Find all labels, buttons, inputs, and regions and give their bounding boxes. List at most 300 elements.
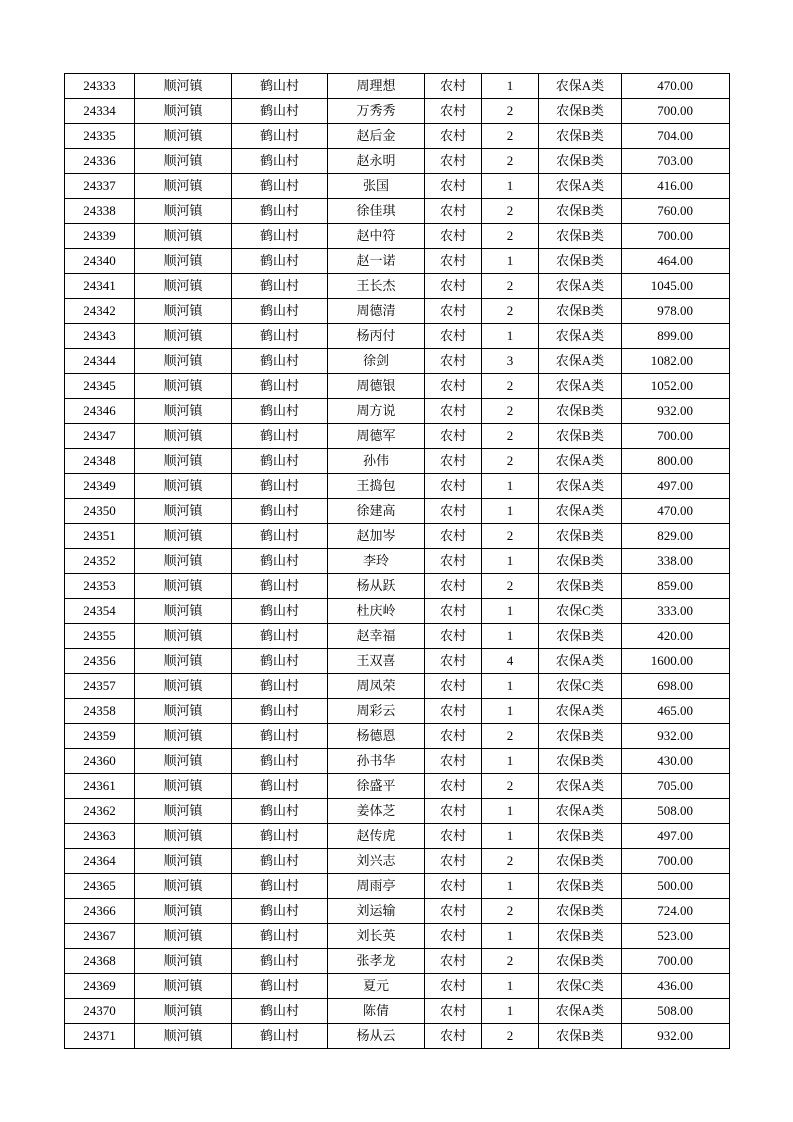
cell-village: 鹤山村 — [232, 249, 328, 274]
cell-name: 赵传虎 — [328, 824, 425, 849]
cell-category: 农村 — [425, 149, 482, 174]
table-row — [65, 174, 730, 199]
cell-seq: 24359 — [65, 724, 135, 749]
cell-amount: 932.00 — [622, 399, 730, 424]
cell-seq: 24351 — [65, 524, 135, 549]
cell-name: 周德军 — [328, 424, 425, 449]
cell-seq: 24344 — [65, 349, 135, 374]
cell-village: 鹤山村 — [232, 549, 328, 574]
cell-town: 顺河镇 — [135, 324, 232, 349]
cell-seq: 24360 — [65, 749, 135, 774]
cell-count: 2 — [482, 449, 539, 474]
cell-category: 农村 — [425, 849, 482, 874]
cell-category: 农村 — [425, 1024, 482, 1049]
cell-town: 顺河镇 — [135, 249, 232, 274]
table-row — [65, 774, 730, 799]
cell-seq: 24354 — [65, 599, 135, 624]
cell-category: 农村 — [425, 374, 482, 399]
cell-amount: 420.00 — [622, 624, 730, 649]
cell-amount: 465.00 — [622, 699, 730, 724]
cell-count: 2 — [482, 99, 539, 124]
cell-count: 2 — [482, 424, 539, 449]
cell-town: 顺河镇 — [135, 724, 232, 749]
table-row — [65, 699, 730, 724]
cell-count: 2 — [482, 574, 539, 599]
cell-seq: 24362 — [65, 799, 135, 824]
cell-count: 2 — [482, 1024, 539, 1049]
cell-amount: 698.00 — [622, 674, 730, 699]
cell-category: 农村 — [425, 924, 482, 949]
cell-village: 鹤山村 — [232, 224, 328, 249]
cell-count: 2 — [482, 849, 539, 874]
table-row — [65, 199, 730, 224]
table-row — [65, 299, 730, 324]
cell-amount: 700.00 — [622, 949, 730, 974]
cell-category: 农村 — [425, 799, 482, 824]
cell-town: 顺河镇 — [135, 424, 232, 449]
cell-seq: 24349 — [65, 474, 135, 499]
cell-name: 张孝龙 — [328, 949, 425, 974]
cell-village: 鹤山村 — [232, 674, 328, 699]
cell-name: 杨从跃 — [328, 574, 425, 599]
cell-name: 徐佳琪 — [328, 199, 425, 224]
cell-town: 顺河镇 — [135, 674, 232, 699]
cell-count: 2 — [482, 774, 539, 799]
cell-amount: 705.00 — [622, 774, 730, 799]
cell-village: 鹤山村 — [232, 924, 328, 949]
cell-amount: 1052.00 — [622, 374, 730, 399]
cell-name: 赵一诺 — [328, 249, 425, 274]
cell-insurance-class: 农保B类 — [539, 549, 622, 574]
cell-amount: 700.00 — [622, 424, 730, 449]
table-row — [65, 749, 730, 774]
cell-insurance-class: 农保B类 — [539, 824, 622, 849]
cell-town: 顺河镇 — [135, 824, 232, 849]
cell-category: 农村 — [425, 674, 482, 699]
cell-village: 鹤山村 — [232, 474, 328, 499]
cell-name: 徐剑 — [328, 349, 425, 374]
cell-name: 王捣包 — [328, 474, 425, 499]
cell-amount: 464.00 — [622, 249, 730, 274]
cell-village: 鹤山村 — [232, 424, 328, 449]
cell-insurance-class: 农保A类 — [539, 774, 622, 799]
cell-name: 徐盛平 — [328, 774, 425, 799]
cell-count: 1 — [482, 74, 539, 99]
cell-village: 鹤山村 — [232, 199, 328, 224]
cell-insurance-class: 农保C类 — [539, 599, 622, 624]
cell-village: 鹤山村 — [232, 399, 328, 424]
cell-name: 杜庆岭 — [328, 599, 425, 624]
table-row — [65, 924, 730, 949]
cell-amount: 932.00 — [622, 724, 730, 749]
cell-category: 农村 — [425, 699, 482, 724]
cell-village: 鹤山村 — [232, 324, 328, 349]
cell-insurance-class: 农保A类 — [539, 324, 622, 349]
cell-town: 顺河镇 — [135, 599, 232, 624]
cell-amount: 497.00 — [622, 824, 730, 849]
cell-count: 1 — [482, 499, 539, 524]
cell-count: 1 — [482, 674, 539, 699]
cell-insurance-class: 农保A类 — [539, 649, 622, 674]
table-row — [65, 74, 730, 99]
cell-town: 顺河镇 — [135, 199, 232, 224]
cell-name: 徐建高 — [328, 499, 425, 524]
cell-name: 姜体芝 — [328, 799, 425, 824]
cell-village: 鹤山村 — [232, 574, 328, 599]
cell-insurance-class: 农保A类 — [539, 449, 622, 474]
cell-category: 农村 — [425, 749, 482, 774]
cell-category: 农村 — [425, 349, 482, 374]
cell-seq: 24361 — [65, 774, 135, 799]
cell-category: 农村 — [425, 774, 482, 799]
cell-amount: 500.00 — [622, 874, 730, 899]
cell-village: 鹤山村 — [232, 949, 328, 974]
cell-count: 1 — [482, 474, 539, 499]
cell-amount: 760.00 — [622, 199, 730, 224]
cell-category: 农村 — [425, 124, 482, 149]
table-row — [65, 1024, 730, 1049]
cell-name: 赵后金 — [328, 124, 425, 149]
cell-count: 2 — [482, 399, 539, 424]
cell-town: 顺河镇 — [135, 349, 232, 374]
cell-town: 顺河镇 — [135, 749, 232, 774]
cell-seq: 24342 — [65, 299, 135, 324]
cell-town: 顺河镇 — [135, 524, 232, 549]
cell-name: 周彩云 — [328, 699, 425, 724]
cell-village: 鹤山村 — [232, 99, 328, 124]
cell-name: 周方说 — [328, 399, 425, 424]
cell-seq: 24369 — [65, 974, 135, 999]
table-row — [65, 349, 730, 374]
cell-category: 农村 — [425, 724, 482, 749]
cell-seq: 24345 — [65, 374, 135, 399]
cell-category: 农村 — [425, 949, 482, 974]
cell-seq: 24366 — [65, 899, 135, 924]
table-row — [65, 949, 730, 974]
cell-count: 2 — [482, 524, 539, 549]
cell-category: 农村 — [425, 624, 482, 649]
cell-amount: 704.00 — [622, 124, 730, 149]
cell-count: 1 — [482, 249, 539, 274]
cell-seq: 24363 — [65, 824, 135, 849]
cell-amount: 508.00 — [622, 999, 730, 1024]
cell-insurance-class: 农保B类 — [539, 1024, 622, 1049]
cell-village: 鹤山村 — [232, 524, 328, 549]
cell-village: 鹤山村 — [232, 374, 328, 399]
cell-insurance-class: 农保B类 — [539, 199, 622, 224]
cell-seq: 24352 — [65, 549, 135, 574]
table-row — [65, 599, 730, 624]
cell-insurance-class: 农保B类 — [539, 299, 622, 324]
cell-amount: 470.00 — [622, 74, 730, 99]
cell-amount: 829.00 — [622, 524, 730, 549]
cell-insurance-class: 农保B类 — [539, 949, 622, 974]
cell-village: 鹤山村 — [232, 849, 328, 874]
cell-category: 农村 — [425, 899, 482, 924]
cell-seq: 24340 — [65, 249, 135, 274]
cell-village: 鹤山村 — [232, 774, 328, 799]
cell-category: 农村 — [425, 974, 482, 999]
cell-name: 刘兴志 — [328, 849, 425, 874]
cell-count: 1 — [482, 174, 539, 199]
cell-name: 杨从云 — [328, 1024, 425, 1049]
table-body — [65, 74, 730, 1049]
cell-amount: 703.00 — [622, 149, 730, 174]
cell-village: 鹤山村 — [232, 74, 328, 99]
cell-category: 农村 — [425, 999, 482, 1024]
cell-category: 农村 — [425, 474, 482, 499]
cell-count: 2 — [482, 124, 539, 149]
cell-town: 顺河镇 — [135, 799, 232, 824]
cell-insurance-class: 农保B类 — [539, 874, 622, 899]
cell-count: 1 — [482, 624, 539, 649]
cell-insurance-class: 农保A类 — [539, 174, 622, 199]
cell-town: 顺河镇 — [135, 124, 232, 149]
table-row — [65, 149, 730, 174]
cell-amount: 700.00 — [622, 849, 730, 874]
cell-count: 3 — [482, 349, 539, 374]
cell-village: 鹤山村 — [232, 824, 328, 849]
cell-amount: 859.00 — [622, 574, 730, 599]
cell-insurance-class: 农保B类 — [539, 899, 622, 924]
cell-insurance-class: 农保A类 — [539, 374, 622, 399]
cell-seq: 24338 — [65, 199, 135, 224]
cell-category: 农村 — [425, 824, 482, 849]
table-row — [65, 624, 730, 649]
cell-seq: 24364 — [65, 849, 135, 874]
cell-amount: 1600.00 — [622, 649, 730, 674]
cell-insurance-class: 农保B类 — [539, 624, 622, 649]
table-row — [65, 974, 730, 999]
cell-seq: 24335 — [65, 124, 135, 149]
cell-town: 顺河镇 — [135, 174, 232, 199]
cell-count: 1 — [482, 974, 539, 999]
cell-seq: 24348 — [65, 449, 135, 474]
table-row — [65, 399, 730, 424]
cell-amount: 508.00 — [622, 799, 730, 824]
cell-category: 农村 — [425, 449, 482, 474]
cell-insurance-class: 农保A类 — [539, 274, 622, 299]
cell-amount: 978.00 — [622, 299, 730, 324]
cell-name: 周雨亭 — [328, 874, 425, 899]
cell-insurance-class: 农保B类 — [539, 749, 622, 774]
table-row — [65, 874, 730, 899]
cell-village: 鹤山村 — [232, 299, 328, 324]
cell-town: 顺河镇 — [135, 974, 232, 999]
cell-insurance-class: 农保B类 — [539, 249, 622, 274]
cell-seq: 24334 — [65, 99, 135, 124]
table-row — [65, 124, 730, 149]
table-row — [65, 549, 730, 574]
cell-town: 顺河镇 — [135, 499, 232, 524]
cell-village: 鹤山村 — [232, 699, 328, 724]
cell-village: 鹤山村 — [232, 649, 328, 674]
cell-seq: 24356 — [65, 649, 135, 674]
table-row — [65, 249, 730, 274]
cell-seq: 24355 — [65, 624, 135, 649]
cell-category: 农村 — [425, 499, 482, 524]
table-row — [65, 499, 730, 524]
table-row — [65, 474, 730, 499]
cell-insurance-class: 农保B类 — [539, 99, 622, 124]
table-row — [65, 524, 730, 549]
cell-amount: 700.00 — [622, 224, 730, 249]
benefits-table — [64, 73, 730, 1049]
cell-name: 周德清 — [328, 299, 425, 324]
cell-village: 鹤山村 — [232, 799, 328, 824]
cell-name: 王双喜 — [328, 649, 425, 674]
cell-category: 农村 — [425, 424, 482, 449]
cell-town: 顺河镇 — [135, 574, 232, 599]
cell-count: 1 — [482, 699, 539, 724]
cell-town: 顺河镇 — [135, 299, 232, 324]
table-row — [65, 324, 730, 349]
cell-name: 王长杰 — [328, 274, 425, 299]
cell-town: 顺河镇 — [135, 624, 232, 649]
cell-count: 2 — [482, 899, 539, 924]
cell-name: 周德银 — [328, 374, 425, 399]
cell-category: 农村 — [425, 324, 482, 349]
cell-name: 杨丙付 — [328, 324, 425, 349]
cell-town: 顺河镇 — [135, 649, 232, 674]
cell-amount: 1045.00 — [622, 274, 730, 299]
cell-town: 顺河镇 — [135, 374, 232, 399]
cell-name: 张国 — [328, 174, 425, 199]
cell-seq: 24336 — [65, 149, 135, 174]
cell-name: 李玲 — [328, 549, 425, 574]
cell-insurance-class: 农保A类 — [539, 74, 622, 99]
cell-insurance-class: 农保B类 — [539, 224, 622, 249]
table-row — [65, 224, 730, 249]
table-row — [65, 374, 730, 399]
cell-insurance-class: 农保B类 — [539, 724, 622, 749]
cell-village: 鹤山村 — [232, 499, 328, 524]
cell-seq: 24333 — [65, 74, 135, 99]
cell-town: 顺河镇 — [135, 924, 232, 949]
cell-insurance-class: 农保B类 — [539, 924, 622, 949]
cell-count: 2 — [482, 374, 539, 399]
cell-category: 农村 — [425, 74, 482, 99]
cell-village: 鹤山村 — [232, 724, 328, 749]
cell-name: 周理想 — [328, 74, 425, 99]
table-row — [65, 999, 730, 1024]
cell-town: 顺河镇 — [135, 549, 232, 574]
cell-insurance-class: 农保B类 — [539, 399, 622, 424]
cell-name: 周凤荣 — [328, 674, 425, 699]
cell-village: 鹤山村 — [232, 874, 328, 899]
cell-amount: 416.00 — [622, 174, 730, 199]
cell-town: 顺河镇 — [135, 449, 232, 474]
cell-town: 顺河镇 — [135, 99, 232, 124]
table-row — [65, 99, 730, 124]
cell-amount: 1082.00 — [622, 349, 730, 374]
cell-category: 农村 — [425, 574, 482, 599]
cell-seq: 24350 — [65, 499, 135, 524]
cell-count: 2 — [482, 199, 539, 224]
cell-village: 鹤山村 — [232, 274, 328, 299]
cell-count: 1 — [482, 599, 539, 624]
cell-amount: 523.00 — [622, 924, 730, 949]
cell-insurance-class: 农保B类 — [539, 524, 622, 549]
cell-town: 顺河镇 — [135, 949, 232, 974]
cell-count: 1 — [482, 924, 539, 949]
cell-village: 鹤山村 — [232, 599, 328, 624]
cell-seq: 24365 — [65, 874, 135, 899]
table-row — [65, 849, 730, 874]
cell-village: 鹤山村 — [232, 149, 328, 174]
cell-town: 顺河镇 — [135, 774, 232, 799]
cell-count: 1 — [482, 874, 539, 899]
cell-count: 1 — [482, 999, 539, 1024]
cell-seq: 24346 — [65, 399, 135, 424]
cell-count: 2 — [482, 724, 539, 749]
cell-town: 顺河镇 — [135, 899, 232, 924]
cell-amount: 333.00 — [622, 599, 730, 624]
table-row — [65, 724, 730, 749]
cell-category: 农村 — [425, 399, 482, 424]
cell-village: 鹤山村 — [232, 449, 328, 474]
cell-count: 2 — [482, 274, 539, 299]
cell-town: 顺河镇 — [135, 399, 232, 424]
cell-category: 农村 — [425, 874, 482, 899]
cell-name: 赵幸福 — [328, 624, 425, 649]
cell-amount: 338.00 — [622, 549, 730, 574]
cell-name: 夏元 — [328, 974, 425, 999]
cell-seq: 24367 — [65, 924, 135, 949]
table-row — [65, 799, 730, 824]
cell-name: 杨德恩 — [328, 724, 425, 749]
cell-name: 刘运输 — [328, 899, 425, 924]
cell-category: 农村 — [425, 549, 482, 574]
cell-seq: 24357 — [65, 674, 135, 699]
cell-category: 农村 — [425, 174, 482, 199]
cell-village: 鹤山村 — [232, 749, 328, 774]
cell-amount: 436.00 — [622, 974, 730, 999]
cell-village: 鹤山村 — [232, 999, 328, 1024]
cell-town: 顺河镇 — [135, 874, 232, 899]
cell-town: 顺河镇 — [135, 149, 232, 174]
cell-village: 鹤山村 — [232, 124, 328, 149]
cell-town: 顺河镇 — [135, 274, 232, 299]
cell-count: 2 — [482, 224, 539, 249]
cell-amount: 497.00 — [622, 474, 730, 499]
cell-count: 1 — [482, 799, 539, 824]
cell-count: 1 — [482, 324, 539, 349]
cell-category: 农村 — [425, 274, 482, 299]
cell-insurance-class: 农保B类 — [539, 124, 622, 149]
cell-village: 鹤山村 — [232, 899, 328, 924]
cell-name: 赵永明 — [328, 149, 425, 174]
cell-village: 鹤山村 — [232, 624, 328, 649]
cell-seq: 24371 — [65, 1024, 135, 1049]
cell-town: 顺河镇 — [135, 74, 232, 99]
cell-amount: 700.00 — [622, 99, 730, 124]
cell-category: 农村 — [425, 249, 482, 274]
cell-category: 农村 — [425, 649, 482, 674]
cell-insurance-class: 农保C类 — [539, 674, 622, 699]
cell-village: 鹤山村 — [232, 349, 328, 374]
table-row — [65, 899, 730, 924]
cell-amount: 932.00 — [622, 1024, 730, 1049]
cell-town: 顺河镇 — [135, 474, 232, 499]
cell-seq: 24343 — [65, 324, 135, 349]
cell-town: 顺河镇 — [135, 224, 232, 249]
cell-count: 2 — [482, 949, 539, 974]
cell-amount: 724.00 — [622, 899, 730, 924]
cell-village: 鹤山村 — [232, 974, 328, 999]
cell-insurance-class: 农保B类 — [539, 424, 622, 449]
cell-count: 2 — [482, 299, 539, 324]
